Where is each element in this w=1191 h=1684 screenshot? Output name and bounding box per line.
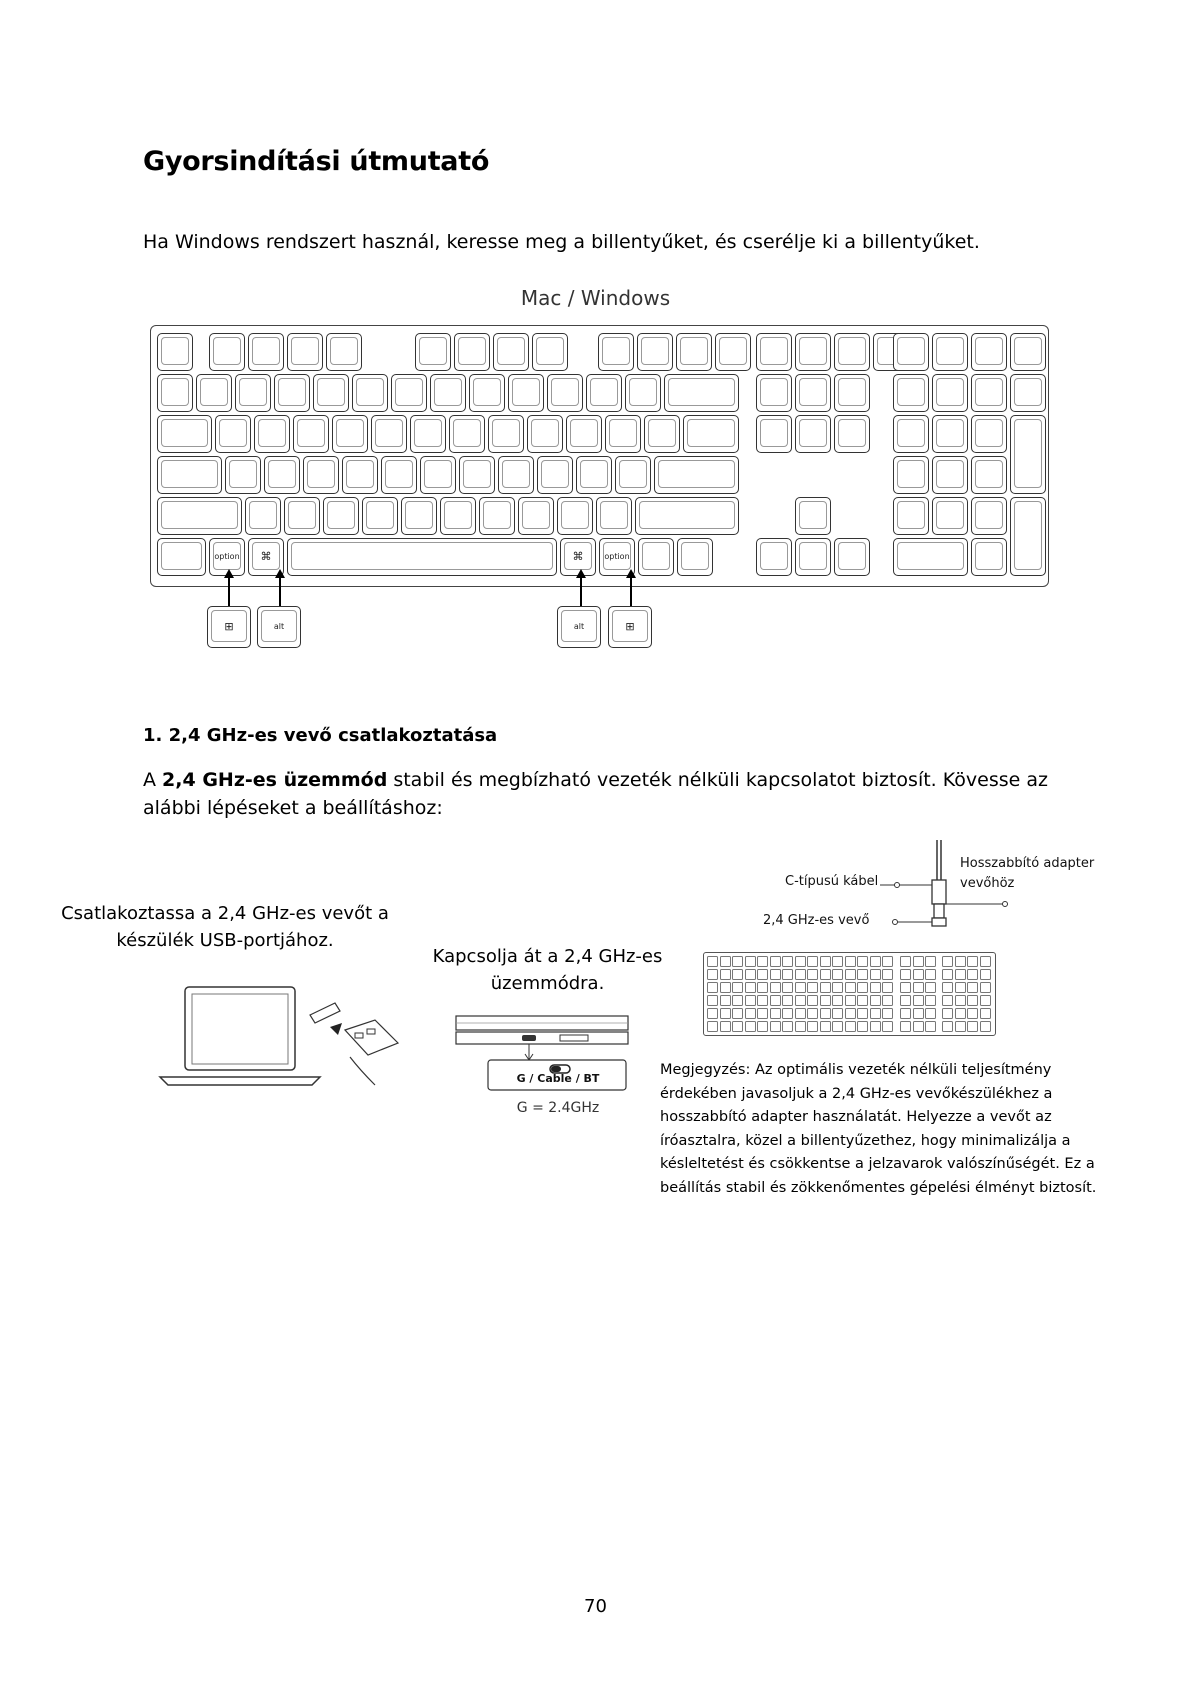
mini-keycap <box>832 1021 843 1032</box>
alt-key-left <box>257 606 301 648</box>
keycap <box>1010 374 1046 412</box>
keycap <box>932 497 968 535</box>
mini-keycap <box>980 969 991 980</box>
mini-keycap <box>955 1008 966 1019</box>
mini-keycap <box>707 1008 718 1019</box>
keycap <box>932 374 968 412</box>
page-number: 70 <box>584 1596 607 1617</box>
mini-keycap <box>757 995 768 1006</box>
mini-keycap <box>745 982 756 993</box>
mini-keycap <box>925 956 936 967</box>
keycap <box>1010 415 1046 494</box>
keycap <box>326 333 362 371</box>
keycap <box>1010 333 1046 371</box>
mini-keycap <box>913 969 924 980</box>
keycap <box>371 415 407 453</box>
mini-keycap <box>745 1021 756 1032</box>
keycap <box>644 415 680 453</box>
mini-keycap <box>870 982 881 993</box>
mini-keycap <box>732 982 743 993</box>
mini-keycap <box>980 982 991 993</box>
keycap <box>676 333 712 371</box>
keyboard-title: Mac / Windows <box>520 286 671 310</box>
keycap <box>756 374 792 412</box>
keycap <box>893 374 929 412</box>
mini-keycap <box>820 995 831 1006</box>
keycap <box>557 497 593 535</box>
mini-keycap <box>732 1021 743 1032</box>
mini-keycap <box>770 995 781 1006</box>
keycap <box>576 456 612 494</box>
mini-keycap <box>845 995 856 1006</box>
mini-keycap <box>807 1021 818 1032</box>
keycap <box>834 333 870 371</box>
mini-keycap <box>942 995 953 1006</box>
mini-keycap <box>782 956 793 967</box>
mini-keycap <box>832 969 843 980</box>
keycap <box>518 497 554 535</box>
mini-keycap <box>870 956 881 967</box>
mini-keycap <box>707 1021 718 1032</box>
mini-keycap <box>782 995 793 1006</box>
mini-keycap <box>782 1021 793 1032</box>
keycap <box>362 497 398 535</box>
keycap <box>795 374 831 412</box>
mac-cmd-left-label: ⌘ <box>260 549 272 563</box>
keycap <box>834 415 870 453</box>
keycap <box>287 538 557 576</box>
intro-text: Ha Windows rendszert használ, keresse meg a billentyűket, és cserélje ki a billentyűket. <box>143 231 980 253</box>
keycap <box>342 456 378 494</box>
mini-keycap <box>845 956 856 967</box>
mini-keycap <box>720 969 731 980</box>
mini-keycap <box>942 969 953 980</box>
mini-keycap <box>820 1021 831 1032</box>
mini-keycap <box>832 956 843 967</box>
mini-keycap <box>845 1021 856 1032</box>
mini-keycap <box>913 995 924 1006</box>
arrowhead <box>576 569 586 578</box>
mini-keycap <box>913 1008 924 1019</box>
mini-keycap <box>757 1021 768 1032</box>
mini-keycap <box>942 1021 953 1032</box>
adapter-label: Hosszabbító adapter vevőhöz <box>960 856 1095 891</box>
mini-keycap <box>925 995 936 1006</box>
keycap <box>157 456 222 494</box>
mini-keycap <box>900 982 911 993</box>
mini-keycap <box>967 1008 978 1019</box>
mini-keycap <box>857 995 868 1006</box>
keycap <box>313 374 349 412</box>
mini-keycap <box>967 1021 978 1032</box>
mini-keycap <box>720 956 731 967</box>
mini-keycap <box>870 995 881 1006</box>
keycap <box>795 333 831 371</box>
keycap <box>196 374 232 412</box>
keycap <box>469 374 505 412</box>
arrowhead <box>626 569 636 578</box>
keycap <box>635 497 739 535</box>
mini-keycap <box>857 969 868 980</box>
keycap <box>932 333 968 371</box>
mini-keycap <box>882 969 893 980</box>
mini-keycap <box>782 1008 793 1019</box>
mini-keycap <box>870 1021 881 1032</box>
mini-keycap <box>757 969 768 980</box>
keycap <box>454 333 490 371</box>
keycap <box>157 497 242 535</box>
keycap <box>586 374 622 412</box>
mini-keycap <box>832 1008 843 1019</box>
mini-keycap <box>707 982 718 993</box>
keycap <box>420 456 456 494</box>
mini-keycap <box>967 982 978 993</box>
mini-keycap <box>942 1008 953 1019</box>
keycap <box>638 538 674 576</box>
mini-keycap <box>732 1008 743 1019</box>
mini-keycap <box>955 969 966 980</box>
mini-keycap <box>980 1021 991 1032</box>
keycap <box>625 374 661 412</box>
keycap <box>157 374 193 412</box>
keycap <box>332 415 368 453</box>
mini-keycap <box>745 956 756 967</box>
keycap <box>893 538 968 576</box>
mini-keycap <box>832 995 843 1006</box>
keycap <box>932 415 968 453</box>
mini-keycap <box>857 982 868 993</box>
mini-keycap <box>770 982 781 993</box>
mini-keycap <box>925 982 936 993</box>
mini-keycap <box>745 969 756 980</box>
keycap <box>498 456 534 494</box>
para-suffix: stabil és megbízható vezeték nélküli kapcsolatot biztosít. Kövesse az alábbi lépéseket a beállításhoz: <box>143 769 1048 819</box>
mini-keycap <box>925 1021 936 1032</box>
mini-keycap <box>770 956 781 967</box>
keycap <box>971 538 1007 576</box>
mini-keycap <box>845 1008 856 1019</box>
keycap <box>893 497 929 535</box>
keycap <box>596 497 632 535</box>
keycap <box>971 333 1007 371</box>
windows-icon: ⊞ <box>224 619 234 633</box>
mini-keycap <box>967 995 978 1006</box>
mini-keycap <box>732 969 743 980</box>
keycap <box>440 497 476 535</box>
mini-keycap <box>707 969 718 980</box>
mini-keycap <box>720 995 731 1006</box>
keycap <box>654 456 739 494</box>
keycap <box>157 538 206 576</box>
keycap <box>215 415 251 453</box>
mini-keycap <box>795 995 806 1006</box>
mini-keycap <box>707 956 718 967</box>
mini-keycap <box>900 956 911 967</box>
alt-key-right <box>557 606 601 648</box>
mini-keycap <box>745 1008 756 1019</box>
page-title: Gyorsindítási útmutató <box>143 146 490 177</box>
keycap <box>537 456 573 494</box>
para-bold: 2,4 GHz-es üzemmód <box>162 769 388 791</box>
mini-keycap <box>745 995 756 1006</box>
keycap <box>488 415 524 453</box>
receiver-label: 2,4 GHz-es vevő <box>763 913 870 928</box>
arrowhead <box>224 569 234 578</box>
mini-keycap <box>807 1008 818 1019</box>
keycap <box>235 374 271 412</box>
mini-keycap <box>820 1008 831 1019</box>
mini-keycap <box>732 995 743 1006</box>
keycap <box>479 497 515 535</box>
keycap <box>971 497 1007 535</box>
mini-keycap <box>820 956 831 967</box>
keycap <box>893 456 929 494</box>
small-keyboard-illustration <box>703 952 996 1036</box>
note-text: Megjegyzés: Az optimális vezeték nélküli teljesítmény érdekében javasoljuk a 2,4 GHz-es vevőkészülékhez a hosszabbító adapter használatát. Helyezze a vevőt az íróasztalra, közel a billentyűzethez, hogy minimalizálja a késleltetést és csökkentse a jelzavarok valószínűségét. Ez a beállítás stabil és zökkenőmentes gépelési élményt biztosít. <box>660 1062 1097 1196</box>
keycap <box>245 497 281 535</box>
mini-keycap <box>980 1008 991 1019</box>
mini-keycap <box>807 956 818 967</box>
win-key-left <box>207 606 251 648</box>
mini-keycap <box>925 969 936 980</box>
mini-keycap <box>913 956 924 967</box>
keycap <box>225 456 261 494</box>
mini-keycap <box>795 1021 806 1032</box>
mini-keycap <box>955 956 966 967</box>
arrowhead <box>275 569 285 578</box>
mini-keycap <box>857 1021 868 1032</box>
mini-keycap <box>882 982 893 993</box>
keycap <box>834 538 870 576</box>
switch-label: G / Cable / BT <box>516 1072 600 1085</box>
keycap <box>352 374 388 412</box>
mini-keycap <box>807 995 818 1006</box>
keycap <box>459 456 495 494</box>
mini-keycap <box>882 1008 893 1019</box>
laptop-usb-illustration <box>150 985 410 1095</box>
keycap <box>284 497 320 535</box>
keycap <box>795 538 831 576</box>
mini-keycap <box>845 982 856 993</box>
keycap <box>547 374 583 412</box>
keycap <box>410 415 446 453</box>
mini-keycap <box>857 956 868 967</box>
keycap <box>293 415 329 453</box>
keycap <box>381 456 417 494</box>
mini-keycap <box>955 982 966 993</box>
keycap <box>508 374 544 412</box>
mini-keycap <box>900 1008 911 1019</box>
mini-keycap <box>900 1021 911 1032</box>
keycap <box>605 415 641 453</box>
mini-keycap <box>757 1008 768 1019</box>
cable-label: C-típusú kábel <box>785 874 879 889</box>
para-prefix: A <box>143 769 163 791</box>
mini-keycap <box>900 969 911 980</box>
mini-keycap <box>795 1008 806 1019</box>
keycap <box>893 415 929 453</box>
mini-keycap <box>770 1008 781 1019</box>
mini-keycap <box>795 982 806 993</box>
keycap <box>893 333 929 371</box>
keycap <box>932 456 968 494</box>
alt-key-label: alt <box>573 621 585 631</box>
mac-cmd-right-label: ⌘ <box>572 549 584 563</box>
mini-keycap <box>720 982 731 993</box>
keycap <box>209 333 245 371</box>
section-paragraph <box>143 766 1073 822</box>
mini-keycap <box>782 982 793 993</box>
switch-value: G = 2.4GHz <box>516 1100 600 1116</box>
mini-keycap <box>795 956 806 967</box>
mini-keycap <box>900 995 911 1006</box>
mini-keycap <box>807 969 818 980</box>
mini-keycap <box>967 969 978 980</box>
keycap <box>415 333 451 371</box>
keycap <box>264 456 300 494</box>
mini-keycap <box>942 982 953 993</box>
mini-keycap <box>807 982 818 993</box>
keyboard-illustration <box>150 325 1049 587</box>
mini-keycap <box>857 1008 868 1019</box>
mini-keycap <box>882 995 893 1006</box>
keycap <box>248 333 284 371</box>
keycap <box>493 333 529 371</box>
mini-keycap <box>832 982 843 993</box>
mini-keycap <box>870 1008 881 1019</box>
keycap <box>157 333 193 371</box>
keycap <box>795 497 831 535</box>
keycap <box>598 333 634 371</box>
step2-caption: Kapcsolja át a 2,4 GHz-es üzemmódra. <box>432 946 663 994</box>
keycap <box>971 456 1007 494</box>
keycap <box>683 415 739 453</box>
keycap <box>254 415 290 453</box>
keycap <box>756 333 792 371</box>
mini-keycap <box>820 969 831 980</box>
mini-keycap <box>770 1021 781 1032</box>
mini-keycap <box>955 1021 966 1032</box>
mini-keycap <box>913 1021 924 1032</box>
keycap <box>303 456 339 494</box>
keycap <box>157 415 212 453</box>
mini-keycap <box>882 956 893 967</box>
mini-keycap <box>942 956 953 967</box>
keycap <box>637 333 673 371</box>
keycap <box>971 415 1007 453</box>
keycap <box>971 374 1007 412</box>
mini-keycap <box>882 1021 893 1032</box>
mini-keycap <box>782 969 793 980</box>
keycap <box>391 374 427 412</box>
windows-icon: ⊞ <box>625 619 635 633</box>
keycap <box>449 415 485 453</box>
keycap <box>677 538 713 576</box>
mini-keycap <box>707 995 718 1006</box>
keycap <box>323 497 359 535</box>
mini-keycap <box>955 995 966 1006</box>
mini-keycap <box>757 956 768 967</box>
mini-keycap <box>757 982 768 993</box>
keycap <box>615 456 651 494</box>
mini-keycap <box>967 956 978 967</box>
keycap <box>274 374 310 412</box>
keycap <box>430 374 466 412</box>
mini-keycap <box>870 969 881 980</box>
mini-keycap <box>720 1008 731 1019</box>
mini-keycap <box>795 969 806 980</box>
keycap <box>795 415 831 453</box>
mini-keycap <box>732 956 743 967</box>
keycap <box>1010 497 1046 576</box>
keycap <box>756 538 792 576</box>
mini-keycap <box>913 982 924 993</box>
mini-keycap <box>980 956 991 967</box>
keycap <box>664 374 739 412</box>
mac-option-left-label: option <box>214 551 240 561</box>
mini-keycap <box>770 969 781 980</box>
step1-caption: Csatlakoztassa a 2,4 GHz-es vevőt a készülék USB-portjához. <box>61 903 389 951</box>
keycap <box>834 374 870 412</box>
keycap <box>401 497 437 535</box>
mac-option-right-label: option <box>604 551 630 561</box>
keycap <box>566 415 602 453</box>
mini-keycap <box>925 1008 936 1019</box>
mini-keycap <box>720 1021 731 1032</box>
keycap <box>287 333 323 371</box>
mini-keycap <box>820 982 831 993</box>
keycap <box>527 415 563 453</box>
mini-keycap <box>980 995 991 1006</box>
mini-keycap <box>845 969 856 980</box>
keycap <box>532 333 568 371</box>
win-key-right <box>608 606 652 648</box>
section-heading: 1. 2,4 GHz-es vevő csatlakoztatása <box>143 725 498 746</box>
keycap <box>756 415 792 453</box>
alt-key-label: alt <box>273 621 285 631</box>
keycap <box>715 333 751 371</box>
